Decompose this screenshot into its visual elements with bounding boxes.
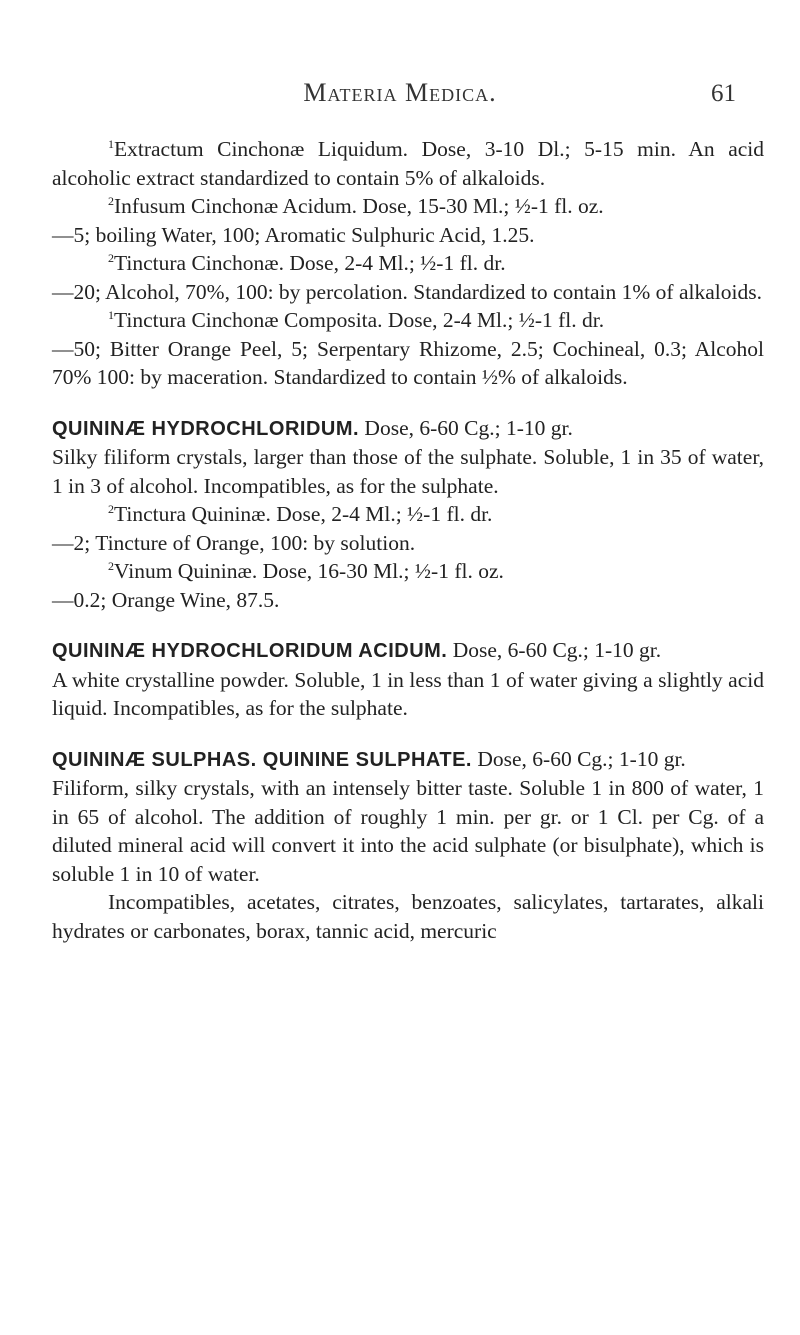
section-quinine-hydrochloride-acid [52,636,764,666]
section-description: Silky filiform crystals, larger than those of the sulphate. Soluble, 1 in 35 of water, 1 in 3 of alcohol. Incompatibles, as for the sulphate. [52,445,764,498]
section-heading: QUININÆ HYDROCHLORIDUM ACIDUM. [52,640,448,662]
entry-text: Extractum Cinchonæ Liquidum. Dose, 3-10 Dl.; 5-15 min. An acid alcoholic extract standardized to contain 5% of alkaloids. [52,137,764,190]
cinchona-preparations [52,135,764,392]
footnote-marker: 1 [108,307,114,322]
entry-text: —2; Tincture of Orange, 100: by solution. [52,530,416,555]
entry-text: Tinctura Quininæ. Dose, 2-4 Ml.; ½-1 fl. dr. [114,502,493,526]
section-heading: QUININÆ SULPHAS. QUININE SULPHATE. [52,748,472,771]
entry-text: —0.2; Orange Wine, 87.5. [52,587,280,612]
entry-paragraph [52,557,764,586]
entry-text: —50; Bitter Orange Peel, 5; Serpentary Rhizome, 2.5; Cochineal, 0.3; Alcohol 70% 100: by maceration. Standardized to contain ½% of alkaloids. [52,336,764,389]
section-dose: Dose, 6-60 Cg.; 1-10 gr. [472,746,686,771]
section-quinine-hydrochloride [52,414,764,444]
entry-text: —20; Alcohol, 70%, 100: by percolation. Standardized to contain 1% of alkaloids. [52,279,762,304]
section-dose: Dose, 6-60 Cg.; 1-10 gr. [359,415,573,440]
footnote-marker: 2 [108,501,114,516]
footnote-marker: 2 [108,250,114,265]
running-head [0,78,800,118]
footnote-marker: 2 [108,558,114,573]
entry-text: Infusum Cinchonæ Acidum. Dose, 15-30 Ml.; ½-1 fl. oz. [114,194,604,218]
page-number: 61 [711,80,736,107]
entry-text: Tinctura Cinchonæ Composita. Dose, 2-4 Ml.; ½-1 fl. dr. [114,308,605,332]
entry-paragraph [52,278,764,307]
entry-paragraph [52,192,764,221]
entry-text: Tinctura Cinchonæ. Dose, 2-4 Ml.; ½-1 fl. dr. [114,251,506,275]
section-description: A white crystalline powder. Soluble, 1 in less than 1 of water giving a slightly acid liquid. Incompatibles, as for the sulphate. [52,667,764,720]
entry-text: —5; boiling Water, 100; Aromatic Sulphuric Acid, 1.25. [52,222,535,247]
entry-paragraph [52,335,764,392]
running-title: Materia Medica. [303,78,497,107]
incompatibles-paragraph: Incompatibles, acetates, citrates, benzoates, salicylates, tartarates, alkali hydrates or carbonates, borax, tannic acid, mercuric [52,890,764,943]
section-dose: Dose, 6-60 Cg.; 1-10 gr. [447,638,662,662]
entry-paragraph [52,135,764,192]
page-body [52,135,764,945]
section-heading: QUININÆ HYDROCHLORIDUM. [52,417,360,440]
entry-paragraph [52,500,764,529]
entry-paragraph [52,249,764,278]
quinine-hydrochloride-preparations [52,500,764,614]
entry-text: Vinum Quininæ. Dose, 16-30 Ml.; ½-1 fl. oz. [114,559,504,583]
footnote-marker: 2 [108,193,114,208]
entry-paragraph [52,529,764,558]
entry-paragraph [52,306,764,335]
entry-paragraph [52,221,764,250]
entry-paragraph [52,586,764,615]
section-quinine-sulphate [52,745,764,775]
section-description: Filiform, silky crystals, with an intensely bitter taste. Soluble 1 in 800 of water, 1 in 65 of alcohol. The addition of roughly 1 min. per gr. or 1 Cl. per Cg. of a diluted mineral acid will convert it into the acid sulphate (or bisulphate), which is soluble 1 in 10 of water. [52,776,764,886]
footnote-marker: 1 [108,136,114,151]
